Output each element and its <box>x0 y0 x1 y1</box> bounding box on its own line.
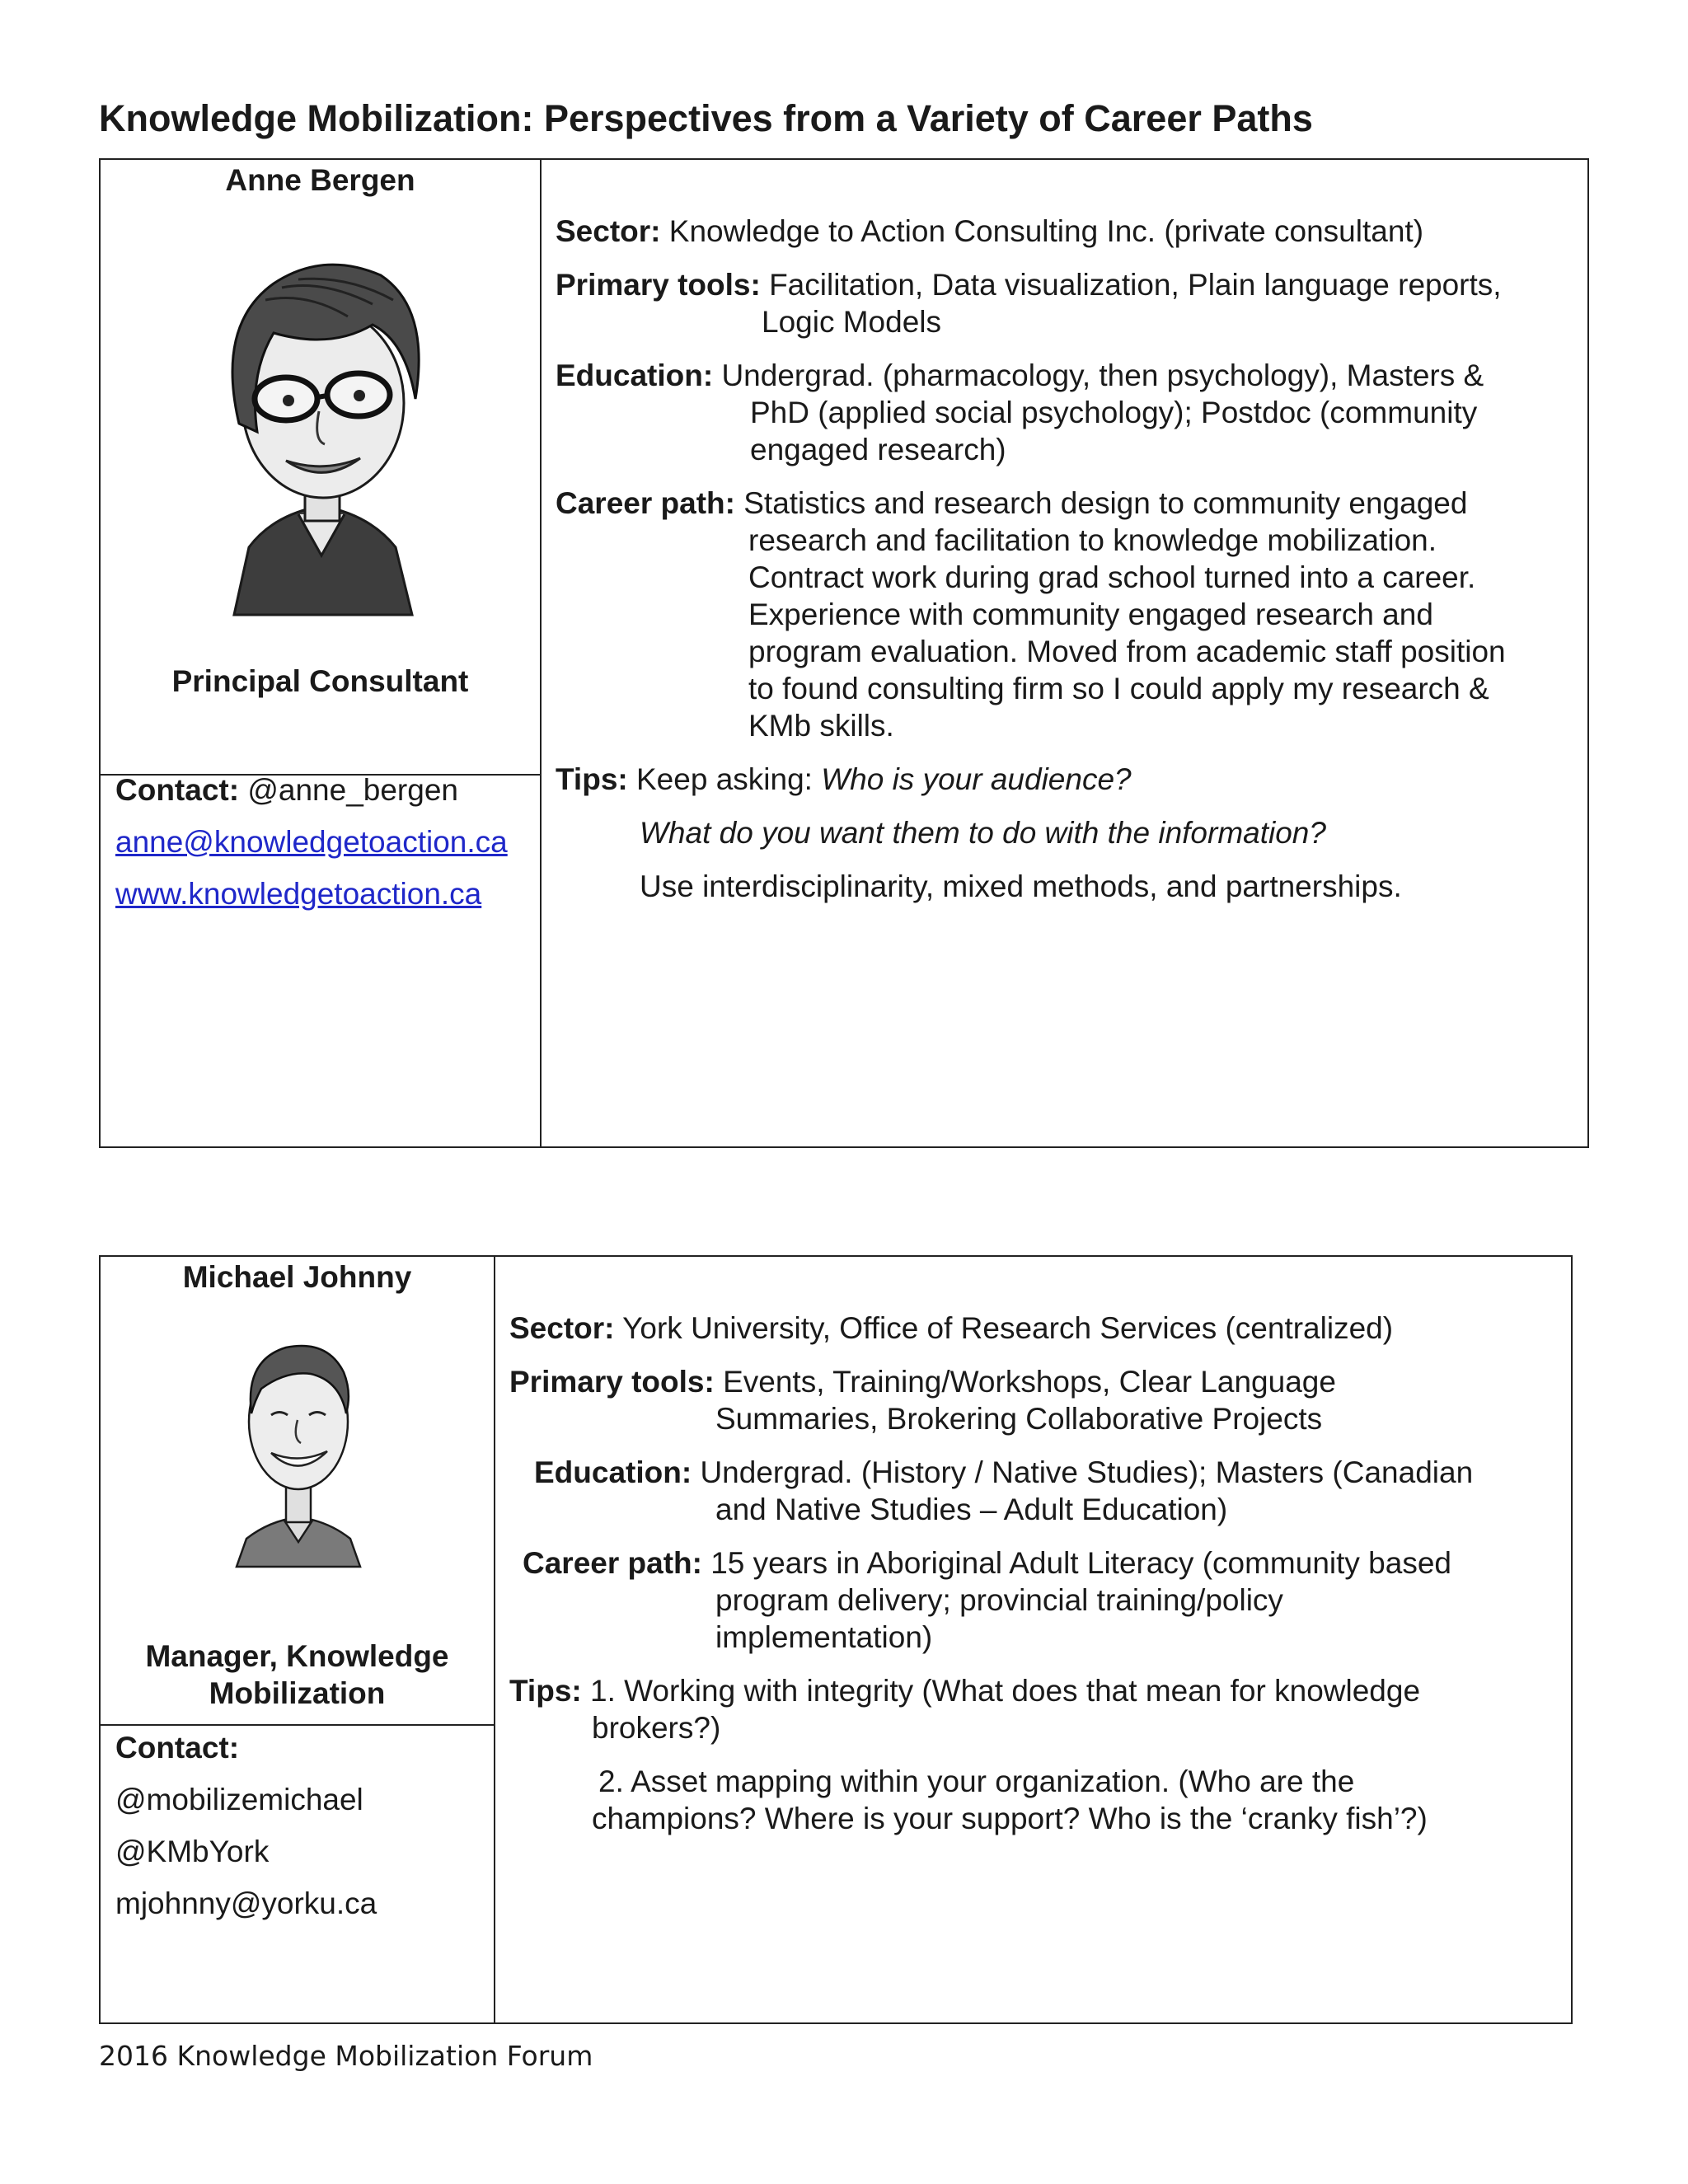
tips-item: Use interdisciplinarity, mixed methods, and partnerships. <box>640 869 1402 903</box>
profile-details <box>556 213 1506 921</box>
profile-role <box>101 1638 494 1712</box>
page-title: Knowledge Mobilization: Perspectives from a Variety of Career Paths <box>99 97 1313 139</box>
career-label: Career path: <box>523 1546 702 1580</box>
twitter-handle: @mobilizemichael <box>115 1783 363 1816</box>
tools-value-cont: Logic Models <box>762 305 942 339</box>
career-value-cont: to found consulting firm so I could apply my research & <box>748 672 1489 705</box>
tools-label: Primary tools: <box>556 268 761 302</box>
tools-value: Facilitation, Data visualization, Plain language reports, <box>769 268 1502 302</box>
profile-details <box>509 1310 1473 1854</box>
column-divider <box>494 1257 495 2022</box>
tips-question: Who is your audience? <box>821 762 1132 796</box>
profile-name: Anne Bergen <box>225 163 415 197</box>
tips-item-cont: champions? Where is your support? Who is the ‘cranky fish’?) <box>592 1802 1428 1835</box>
website-link[interactable]: www.knowledgetoaction.ca <box>115 877 482 911</box>
column-divider <box>540 160 542 1146</box>
sector-label: Sector: <box>509 1311 615 1345</box>
career-value-cont: implementation) <box>715 1620 933 1654</box>
education-value-cont: PhD (applied social psychology); Postdoc (community <box>750 396 1478 429</box>
role-line: Manager, Knowledge <box>145 1639 449 1673</box>
career-value-cont: research and facilitation to knowledge mobilization. <box>748 523 1437 557</box>
sector-value: York University, Office of Research Services (centralized) <box>622 1311 1394 1345</box>
tips-item: 2. Asset mapping within your organization. (Who are the <box>598 1765 1355 1798</box>
email-address: mjohnny@yorku.ca <box>115 1886 377 1920</box>
profile-role: Principal Consultant <box>171 664 469 698</box>
portrait-caricature <box>228 1323 368 1570</box>
twitter-handle: @KMbYork <box>115 1835 270 1868</box>
education-value-cont: engaged research) <box>750 433 1006 466</box>
tools-label: Primary tools: <box>509 1365 715 1399</box>
career-value-cont: KMb skills. <box>748 709 894 743</box>
tips-lead: Keep asking: <box>636 762 813 796</box>
twitter-handle: @anne_bergen <box>247 773 458 807</box>
education-label: Education: <box>534 1455 692 1489</box>
sector-label: Sector: <box>556 214 661 248</box>
education-label: Education: <box>556 359 714 392</box>
profile-card-michael <box>99 1255 1573 2024</box>
tools-value: Events, Training/Workshops, Clear Language <box>723 1365 1336 1399</box>
career-value: Statistics and research design to community engaged <box>743 486 1468 520</box>
contact-label: Contact: <box>115 1731 240 1765</box>
career-value: 15 years in Aboriginal Adult Literacy (community based <box>710 1546 1451 1580</box>
career-value-cont: Experience with community engaged research and <box>748 598 1433 631</box>
education-value: Undergrad. (History / Native Studies); Masters (Canadian <box>700 1455 1474 1489</box>
career-label: Career path: <box>556 486 735 520</box>
education-value-cont: and Native Studies – Adult Education) <box>715 1493 1228 1526</box>
career-value-cont: Contract work during grad school turned into a career. <box>748 560 1476 594</box>
role-line: Mobilization <box>209 1676 386 1710</box>
email-link[interactable]: anne@knowledgetoaction.ca <box>115 825 508 859</box>
tips-question: What do you want them to do with the information? <box>640 816 1326 850</box>
education-value: Undergrad. (pharmacology, then psychology), Masters & <box>721 359 1484 392</box>
portrait-caricature <box>183 242 463 617</box>
sector-value: Knowledge to Action Consulting Inc. (private consultant) <box>668 214 1424 248</box>
tips-item-cont: brokers?) <box>592 1711 721 1745</box>
tips-label: Tips: <box>556 762 628 796</box>
profile-name: Michael Johnny <box>182 1260 412 1294</box>
contact-label: Contact: <box>115 773 240 807</box>
profile-card-anne <box>99 158 1589 1148</box>
career-value-cont: program evaluation. Moved from academic staff position <box>748 635 1506 668</box>
career-value-cont: program delivery; provincial training/policy <box>715 1583 1283 1617</box>
row-divider <box>101 1724 495 1726</box>
tips-item: 1. Working with integrity (What does that mean for knowledge <box>590 1674 1421 1708</box>
tips-label: Tips: <box>509 1674 582 1708</box>
contact-block <box>115 771 508 927</box>
contact-block <box>115 1729 377 1937</box>
tools-value-cont: Summaries, Brokering Collaborative Projects <box>715 1402 1323 1436</box>
page-footer: 2016 Knowledge Mobilization Forum <box>99 2040 593 2072</box>
